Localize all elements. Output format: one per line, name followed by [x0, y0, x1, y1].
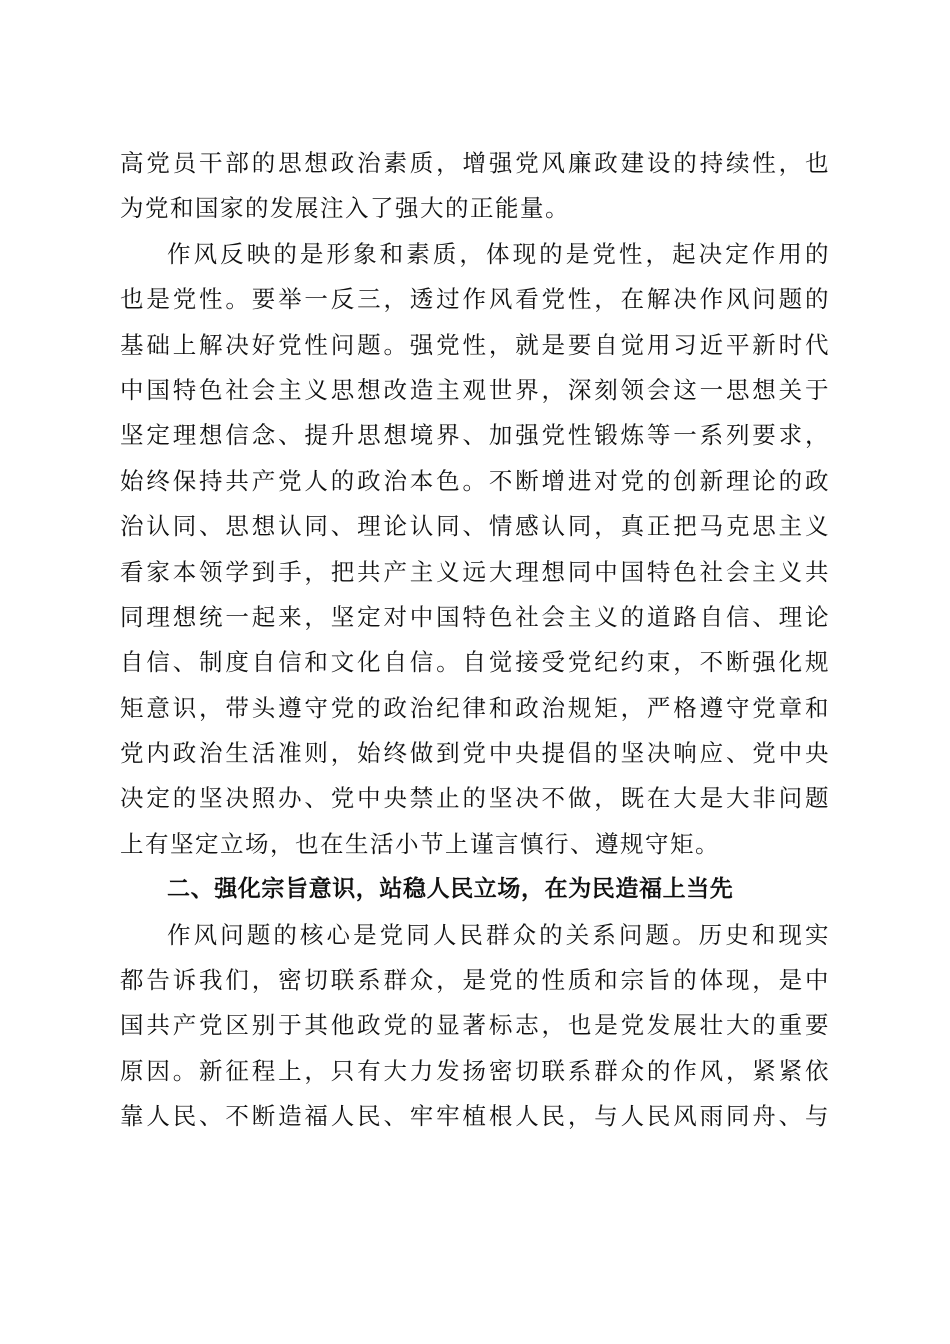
text-line: 决定的坚决照办、党中央禁止的坚决不做，既在大是大非问题 [120, 784, 830, 813]
text-line: 作风反映的是形象和素质，体现的是党性，起决定作用的 [167, 239, 830, 268]
text-line: 为党和国家的发展注入了强大的正能量。 [120, 194, 570, 223]
paragraph-3 [120, 913, 830, 1140]
text-line: 同理想统一起来，坚定对中国特色社会主义的道路自信、理论 [120, 602, 830, 631]
text-line: 都告诉我们，密切联系群众，是党的性质和宗旨的体现，是中 [120, 966, 830, 995]
text-line: 原因。新征程上，只有大力发扬密切联系群众的作风，紧紧依 [120, 1056, 830, 1085]
text-line: 自信、制度自信和文化自信。自觉接受党纪约束，不断强化规 [120, 648, 830, 677]
text-line: 矩意识，带头遵守党的政治纪律和政治规矩，严格遵守党章和 [120, 693, 830, 722]
text-line: 高党员干部的思想政治素质，增强党风廉政建设的持续性，也 [120, 149, 830, 177]
text-line: 治认同、思想认同、理论认同、情感认同，真正把马克思主义 [120, 512, 830, 541]
text-line: 靠人民、不断造福人民、牢牢植根人民，与人民风雨同舟、与 [120, 1102, 830, 1131]
text-line: 上有坚定立场，也在生活小节上谨言慎行、遵规守矩。 [120, 829, 720, 858]
text-line: 中国特色社会主义思想改造主观世界，深刻领会这一思想关于 [120, 375, 830, 404]
text-line: 看家本领学到手，把共产主义远大理想同中国特色社会主义共 [120, 557, 830, 586]
text-line: 党内政治生活准则，始终做到党中央提倡的坚决响应、党中央 [120, 739, 830, 768]
text-line: 作风问题的核心是党同人民群众的关系问题。历史和现实 [167, 920, 830, 949]
text-line: 国共产党区别于其他政党的显著标志，也是党发展壮大的重要 [120, 1011, 830, 1040]
paragraph-2 [120, 232, 830, 867]
document-body [120, 141, 830, 1140]
text-line: 坚定理想信念、提升思想境界、加强党性锻炼等一系列要求， [120, 421, 830, 450]
text-line: 基础上解决好党性问题。强党性，就是要自觉用习近平新时代 [120, 330, 830, 359]
text-line: 始终保持共产党人的政治本色。不断增进对党的创新理论的政 [120, 466, 830, 495]
heading-text: 二、强化宗旨意识，站稳人民立场，在为民造福上当先 [167, 876, 734, 903]
section-heading [120, 867, 830, 912]
text-line: 也是党性。要举一反三，透过作风看党性，在解决作风问题的 [120, 285, 830, 314]
paragraph-1 [120, 141, 830, 232]
